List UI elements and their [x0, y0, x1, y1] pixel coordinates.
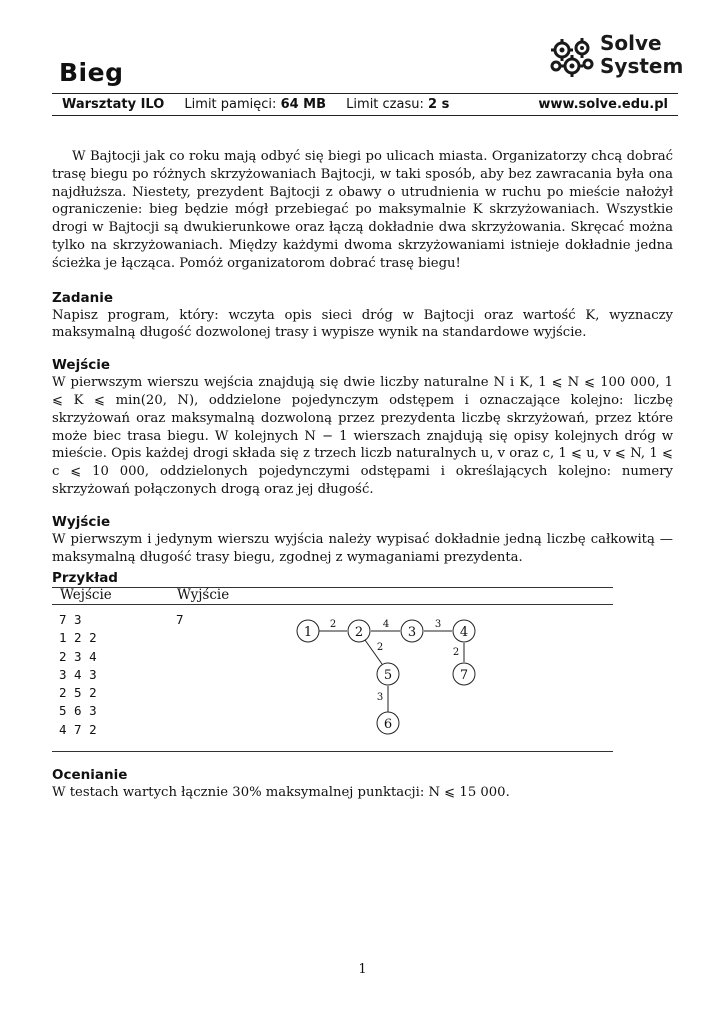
edge-weight: 2 — [376, 642, 384, 653]
input-line: 3 4 3 — [59, 666, 97, 682]
output-line: 7 — [176, 612, 184, 627]
input-line: 7 3 — [59, 612, 82, 627]
solve-system-logo — [548, 31, 684, 86]
example-input — [59, 611, 97, 739]
output-heading: Wyjście — [52, 513, 111, 530]
input-line: 2 5 2 — [59, 685, 97, 701]
intro-paragraph: W Bajtocji jak co roku mają odbyć się biegi po ulicach miasta. Organizatorzy chcą dobrać trasę biegu po różnych skrzyżowaniach Bajtocji, w taki sposób, aby bez zawracania była ona najdłuższa. Niestety, prezydent Bajtocji z obawy o utrudnienia w ruchu po mieście nałożył ograniczenie: bieg będzie mógł przebiegać po maksymalnie K skrzyżowaniach. Wszystkie drogi w Bajtocji są dwukierunkowe oraz łączą dokładnie dwa skrzyżowania. Skręcać można tylko na skrzyżowaniach. Między każdymi dwoma skrzyżowaniami istnieje dokładnie jedna ścieżka je łącząca. Pomóż organizatorom dobrać trasę biegu! — [52, 149, 673, 271]
page-number: 1 — [358, 962, 367, 977]
input-line: 4 7 2 — [59, 721, 97, 737]
node-label: 1 — [303, 625, 313, 640]
gears-icon — [548, 34, 598, 84]
example-output-header: Wyjście — [177, 587, 230, 603]
info-bar — [52, 95, 678, 114]
website-link[interactable]: www.solve.edu.pl — [538, 97, 668, 112]
memory-limit-value: 64 MB — [280, 97, 327, 112]
edge-weight: 4 — [382, 619, 390, 630]
node-label: 3 — [407, 625, 417, 640]
problem-statement — [52, 148, 673, 566]
header-rule-top — [52, 93, 678, 94]
input-text: W pierwszym wierszu wejścia znajdują się dwie liczby naturalne N i K, 1 ⩽ N ⩽ 100 000, 1 ⩽ K ⩽ min(20, N), oddzielone pojedynczym odstępem i oznaczające kolejno: liczbę skrzyżowań oraz maksymalną dozwoloną przez prezydenta liczbę skrzyżowań, przez które może biec trasa biegu. W kolejnych N − 1 wierszach znajdują się opisy kolejnych dróg w mieście. Opis każdej drogi składa się z trzech liczb naturalnych u, v oraz c, 1 ⩽ u, v ⩽ N, 1 ⩽ c ⩽ 10 000, oddzielonych pojedynczymi odstępami i określających kolejno: numery skrzyżowań połączonych drogą oraz jej długość. — [52, 375, 673, 497]
example-rule-top — [52, 587, 613, 588]
node-label: 4 — [459, 625, 469, 640]
node-label: 2 — [354, 625, 364, 640]
example-tree-graph — [290, 612, 490, 742]
input-line: 2 3 4 — [59, 648, 97, 664]
header-rule-bottom — [52, 115, 678, 116]
scoring-text: W testach wartych łącznie 30% maksymalnej punktacji: N ⩽ 15 000. — [52, 785, 510, 800]
node-label: 6 — [383, 717, 393, 732]
scoring-heading: Ocenianie — [52, 767, 128, 783]
example-heading: Przykład — [52, 570, 118, 586]
node-label: 5 — [383, 668, 393, 683]
example-rule-bottom — [52, 751, 613, 752]
task-text: Napisz program, który: wczyta opis sieci dróg w Bajtocji oraz wartość K, wyznaczy maksymalną długość dozwolonej trasy i wypisze wynik na standardowe wyjście. — [52, 307, 673, 341]
edge-weight: 3 — [376, 692, 384, 703]
logo-line-1: Solve — [600, 31, 662, 55]
memory-limit-label: Limit pamięci: — [184, 97, 277, 112]
output-text: W pierwszym i jedynym wierszu wyjścia należy wypisać dokładnie jedną liczbę całkowitą — maksymalną długość trasy biegu, zgodnej z wymaganiami prezydenta. — [52, 531, 673, 565]
example-rule-mid — [52, 604, 613, 605]
input-heading: Wejście — [52, 357, 111, 374]
workshop-name: Warsztaty ILO — [62, 97, 165, 112]
time-limit-value: 2 s — [428, 97, 450, 112]
task-heading: Zadanie — [52, 289, 114, 306]
problem-title: Bieg — [59, 58, 124, 87]
example-output — [176, 611, 184, 629]
example-input-header: Wejście — [60, 587, 112, 603]
input-line: 5 6 3 — [59, 703, 97, 719]
time-limit-label: Limit czasu: — [346, 97, 424, 112]
edge-weight: 2 — [329, 619, 337, 630]
input-line: 1 2 2 — [59, 630, 97, 646]
edge-weight: 2 — [452, 647, 460, 658]
logo-text — [600, 32, 683, 78]
node-label: 7 — [459, 668, 469, 683]
logo-line-2: System — [600, 54, 684, 78]
edge-weight: 3 — [434, 619, 442, 630]
